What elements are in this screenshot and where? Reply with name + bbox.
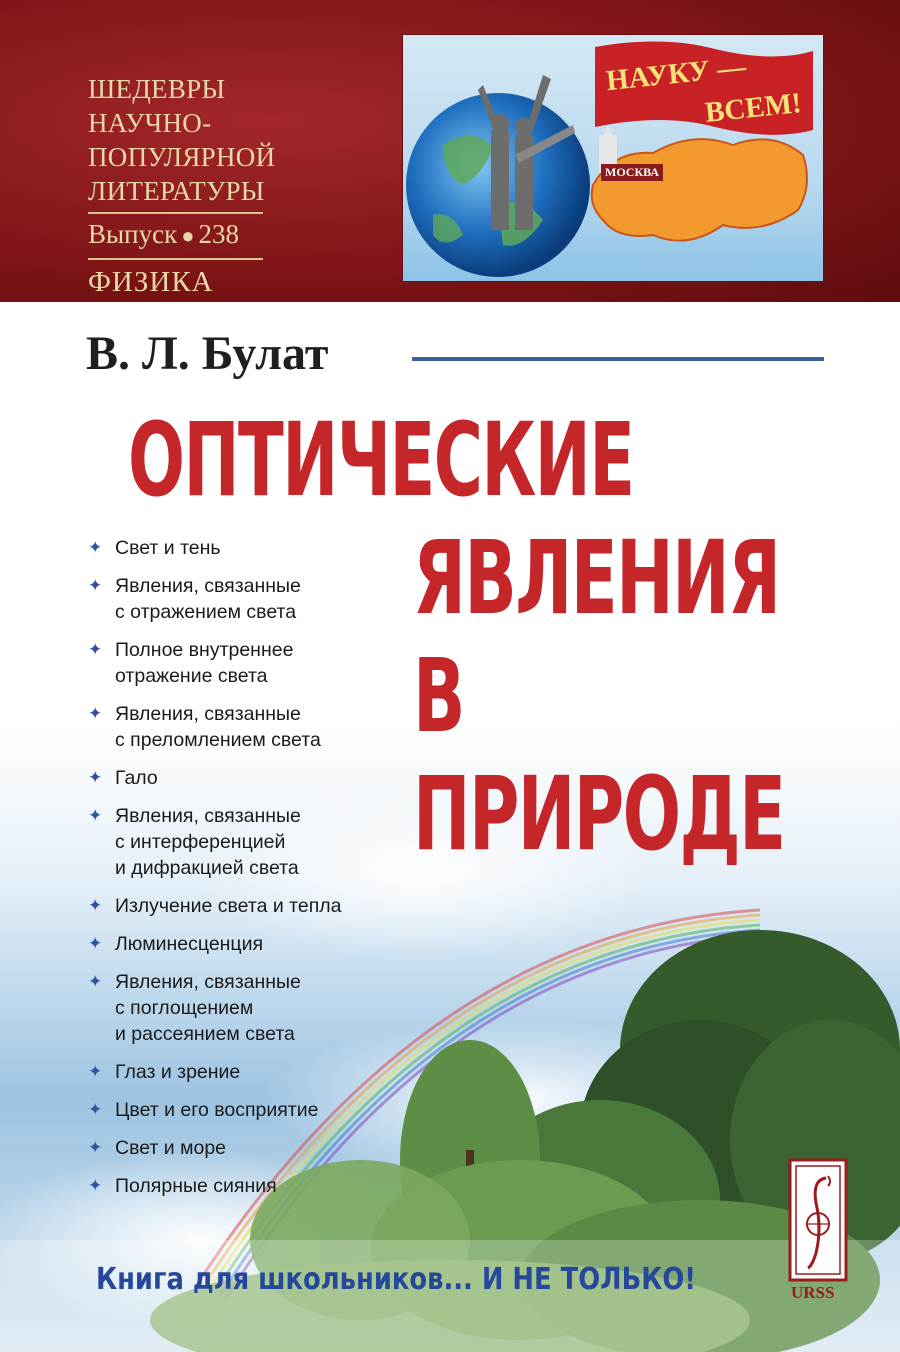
topic-text: Явления, связанные с отражением света bbox=[115, 575, 301, 623]
list-item bbox=[88, 1173, 388, 1199]
publisher-name: URSS bbox=[791, 1283, 835, 1302]
star-bullet-icon: ✦ bbox=[88, 896, 103, 915]
star-bullet-icon: ✦ bbox=[88, 576, 103, 595]
list-item bbox=[88, 535, 388, 561]
list-item bbox=[88, 1135, 388, 1161]
star-bullet-icon: ✦ bbox=[88, 538, 103, 557]
list-item bbox=[88, 969, 388, 1047]
slogan-part-2: ВСЕМ! bbox=[703, 87, 804, 129]
series-subject: ФИЗИКА bbox=[88, 266, 214, 298]
star-bullet-icon: ✦ bbox=[88, 972, 103, 991]
tagline: Книга для школьников... И НЕ ТОЛЬКО! bbox=[96, 1262, 697, 1297]
topic-text: Люминесценция bbox=[115, 933, 264, 955]
star-bullet-icon: ✦ bbox=[88, 1176, 103, 1195]
topic-text: Излучение света и тепла bbox=[115, 895, 342, 917]
topic-text: Цвет и его восприятие bbox=[115, 1099, 319, 1121]
star-bullet-icon: ✦ bbox=[88, 640, 103, 659]
list-item bbox=[88, 701, 388, 753]
publisher-logo-icon bbox=[788, 1158, 848, 1302]
star-bullet-icon: ✦ bbox=[88, 1062, 103, 1081]
star-bullet-icon: ✦ bbox=[88, 934, 103, 953]
star-bullet-icon: ✦ bbox=[88, 806, 103, 825]
issue-label: Выпуск bbox=[88, 219, 178, 249]
topic-text: Полярные сияния bbox=[115, 1175, 277, 1197]
title-line-2: ЯВЛЕНИЯ bbox=[413, 520, 780, 638]
list-item bbox=[88, 893, 388, 919]
star-bullet-icon: ✦ bbox=[88, 704, 103, 723]
list-item bbox=[88, 1097, 388, 1123]
topic-text: Свет и тень bbox=[115, 537, 221, 559]
series-line-2: НАУЧНО-ПОПУЛЯРНОЙ bbox=[88, 108, 276, 172]
title-line-3: В ПРИРОДЕ bbox=[413, 638, 785, 874]
topic-text: Явления, связанные с преломлением света bbox=[115, 703, 321, 751]
topic-text: Глаз и зрение bbox=[115, 1061, 241, 1083]
series-line-3: ЛИТЕРАТУРЫ bbox=[88, 176, 265, 206]
list-item bbox=[88, 931, 388, 957]
map-label: МОСКВА bbox=[601, 164, 663, 181]
list-item bbox=[88, 765, 388, 791]
list-item bbox=[88, 803, 388, 881]
topic-text: Явления, связанные с интерференцией и дифракцией света bbox=[115, 805, 301, 879]
list-item bbox=[88, 637, 388, 689]
title-line-1: ОПТИЧЕСКИЕ bbox=[128, 402, 634, 520]
series-issue bbox=[88, 212, 263, 260]
russia-map-icon bbox=[592, 139, 807, 241]
series-line-1: ШЕДЕВРЫ bbox=[88, 74, 226, 104]
issue-number: 238 bbox=[198, 219, 239, 249]
author-name: В. Л. Булат bbox=[86, 327, 329, 380]
series-block bbox=[88, 72, 378, 302]
list-item bbox=[88, 1059, 388, 1085]
topic-text: Гало bbox=[115, 767, 158, 789]
topic-text: Полное внутреннее отражение света bbox=[115, 639, 294, 687]
topic-text: Явления, связанные с поглощением и рассеянием света bbox=[115, 971, 301, 1045]
topics-list bbox=[88, 535, 388, 1211]
star-bullet-icon: ✦ bbox=[88, 1100, 103, 1119]
list-item bbox=[88, 573, 388, 625]
star-bullet-icon: ✦ bbox=[88, 1138, 103, 1157]
topic-text: Свет и море bbox=[115, 1137, 227, 1159]
author-rule-divider bbox=[412, 357, 824, 361]
slogan-part-1: НАУКУ — bbox=[604, 50, 748, 98]
bullet-dot-icon: ● bbox=[181, 223, 195, 248]
star-bullet-icon: ✦ bbox=[88, 768, 103, 787]
